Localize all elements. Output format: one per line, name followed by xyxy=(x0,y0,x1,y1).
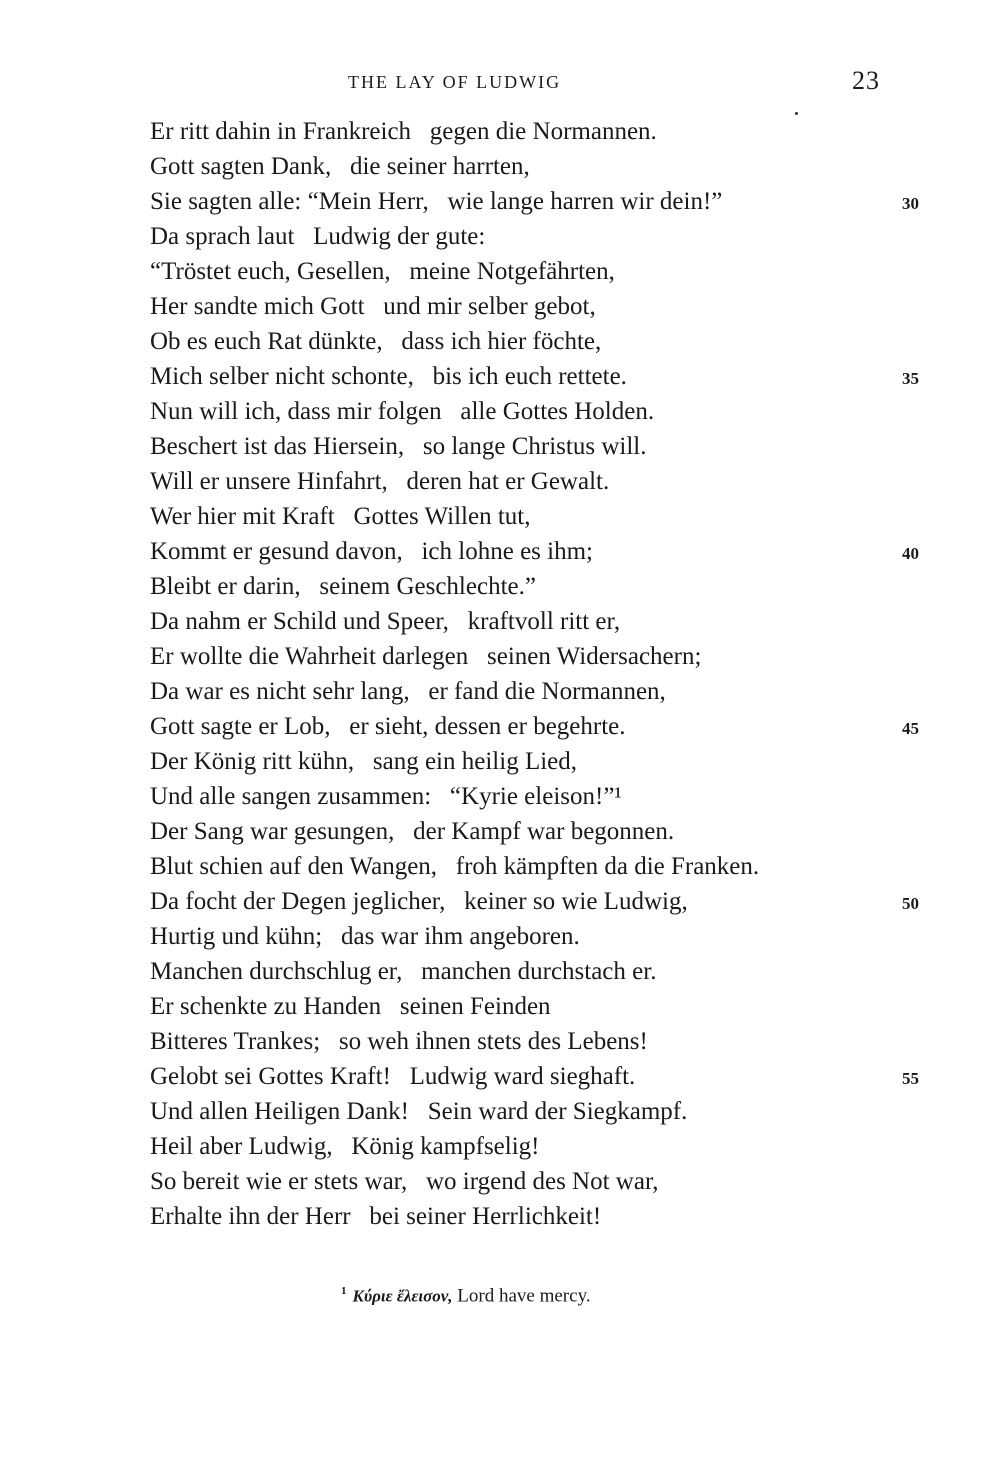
running-title: THE LAY OF LUDWIG xyxy=(348,72,562,92)
poem-line xyxy=(150,639,930,674)
poem-line-text: Er schenkte zu Handen seinen Feinden xyxy=(150,993,551,1020)
poem-line-text: Da focht der Degen jeglicher, keiner so wie Ludwig, xyxy=(150,888,688,915)
poem-line xyxy=(150,779,930,814)
poem-line-text: Erhalte ihn der Herr bei seiner Herrlichkeit! xyxy=(150,1203,602,1230)
poem-line-text: “Tröstet euch, Gesellen, meine Notgefährten, xyxy=(150,258,615,285)
poem-line-text: Hurtig und kühn; das war ihm angeboren. xyxy=(150,923,580,950)
poem-line-text: Kommt er gesund davon, ich lohne es ihm; xyxy=(150,538,593,565)
line-number: 45 xyxy=(902,719,919,738)
poem-line xyxy=(150,884,930,919)
poem-line xyxy=(150,744,930,779)
poem-line-text: Gott sagte er Lob, er sieht, dessen er begehrte. xyxy=(150,713,626,740)
footnote-greek: Κύριε ἔλεισον, xyxy=(352,1286,453,1306)
footnote xyxy=(322,1263,591,1329)
poem-line xyxy=(150,429,930,464)
poem-line-text: So bereit wie er stets war, wo irgend des Not war, xyxy=(150,1168,659,1195)
line-number: 40 xyxy=(902,544,919,563)
line-number: 50 xyxy=(902,894,919,913)
poem-line xyxy=(150,1164,930,1199)
poem-line xyxy=(150,1094,930,1129)
poem-line-text: Nun will ich, dass mir folgen alle Gottes Holden. xyxy=(150,398,655,425)
poem-line-text: Bitteres Trankes; so weh ihnen stets des Lebens! xyxy=(150,1028,648,1055)
footnote-mark: 1 xyxy=(341,1285,347,1297)
poem-line-text: Er wollte die Wahrheit darlegen seinen Widersachern; xyxy=(150,643,702,670)
poem-line-text: Ob es euch Rat dünkte, dass ich hier föchte, xyxy=(150,328,602,355)
poem-line xyxy=(150,1199,930,1234)
poem-line-text: Der König ritt kühn, sang ein heilig Lied, xyxy=(150,748,578,775)
poem-line xyxy=(150,849,930,884)
poem-line xyxy=(150,814,930,849)
poem-line xyxy=(150,709,930,744)
poem-line-text: Mich selber nicht schonte, bis ich euch rettete. xyxy=(150,363,627,390)
poem-line xyxy=(150,919,930,954)
poem-line xyxy=(150,114,930,149)
poem-line xyxy=(150,324,930,359)
poem-line-text: Da war es nicht sehr lang, er fand die Normannen, xyxy=(150,678,666,705)
poem-line xyxy=(150,254,930,289)
poem-line-text: Da nahm er Schild und Speer, kraftvoll ritt er, xyxy=(150,608,621,635)
poem-line-text: Wer hier mit Kraft Gottes Willen tut, xyxy=(150,503,531,530)
poem-line-text: Er ritt dahin in Frankreich gegen die Normannen. xyxy=(150,118,657,145)
poem-line-text: Gelobt sei Gottes Kraft! Ludwig ward sieghaft. xyxy=(150,1063,636,1090)
poem-line xyxy=(150,1059,930,1094)
poem-line-text: Und allen Heiligen Dank! Sein ward der Siegkampf. xyxy=(150,1098,688,1125)
poem-line-text: Will er unsere Hinfahrt, deren hat er Gewalt. xyxy=(150,468,610,495)
poem-line xyxy=(150,674,930,709)
poem-line xyxy=(150,219,930,254)
poem-line xyxy=(150,534,930,569)
poem-body xyxy=(150,114,930,1234)
poem-line xyxy=(150,394,930,429)
poem-line-text: Da sprach laut Ludwig der gute: xyxy=(150,223,486,250)
poem-line-text: Heil aber Ludwig, König kampfselig! xyxy=(150,1133,540,1160)
page-number: 23 xyxy=(852,66,880,95)
poem-line-text: Beschert ist das Hiersein, so lange Christus will. xyxy=(150,433,647,460)
poem-line xyxy=(150,569,930,604)
line-number: 35 xyxy=(902,369,919,388)
poem-line-text: Her sandte mich Gott und mir selber gebot, xyxy=(150,293,596,320)
poem-line xyxy=(150,359,930,394)
poem-line xyxy=(150,604,930,639)
line-number: 55 xyxy=(902,1069,919,1088)
poem-line xyxy=(150,149,930,184)
poem-line-text: Sie sagten alle: “Mein Herr, wie lange harren wir dein!” xyxy=(150,188,723,215)
poem-line-text: Bleibt er darin, seinem Geschlechte.” xyxy=(150,573,536,600)
poem-line-text: Blut schien auf den Wangen, froh kämpften da die Franken. xyxy=(150,853,760,880)
poem-line xyxy=(150,989,930,1024)
poem-line-text: Und alle sangen zusammen: “Kyrie eleison!”¹ xyxy=(150,783,622,810)
poem-line xyxy=(150,464,930,499)
poem-line-text: Gott sagten Dank, die seiner harrten, xyxy=(150,153,530,180)
footnote-text: Lord have mercy. xyxy=(452,1285,591,1307)
poem-line xyxy=(150,499,930,534)
poem-line xyxy=(150,1129,930,1164)
poem-line xyxy=(150,184,930,219)
poem-line xyxy=(150,954,930,989)
poem-line-text: Manchen durchschlug er, manchen durchstach er. xyxy=(150,958,657,985)
poem-line xyxy=(150,289,930,324)
poem-line-text: Der Sang war gesungen, der Kampf war begonnen. xyxy=(150,818,675,845)
poem-line xyxy=(150,1024,930,1059)
line-number: 30 xyxy=(902,194,919,213)
